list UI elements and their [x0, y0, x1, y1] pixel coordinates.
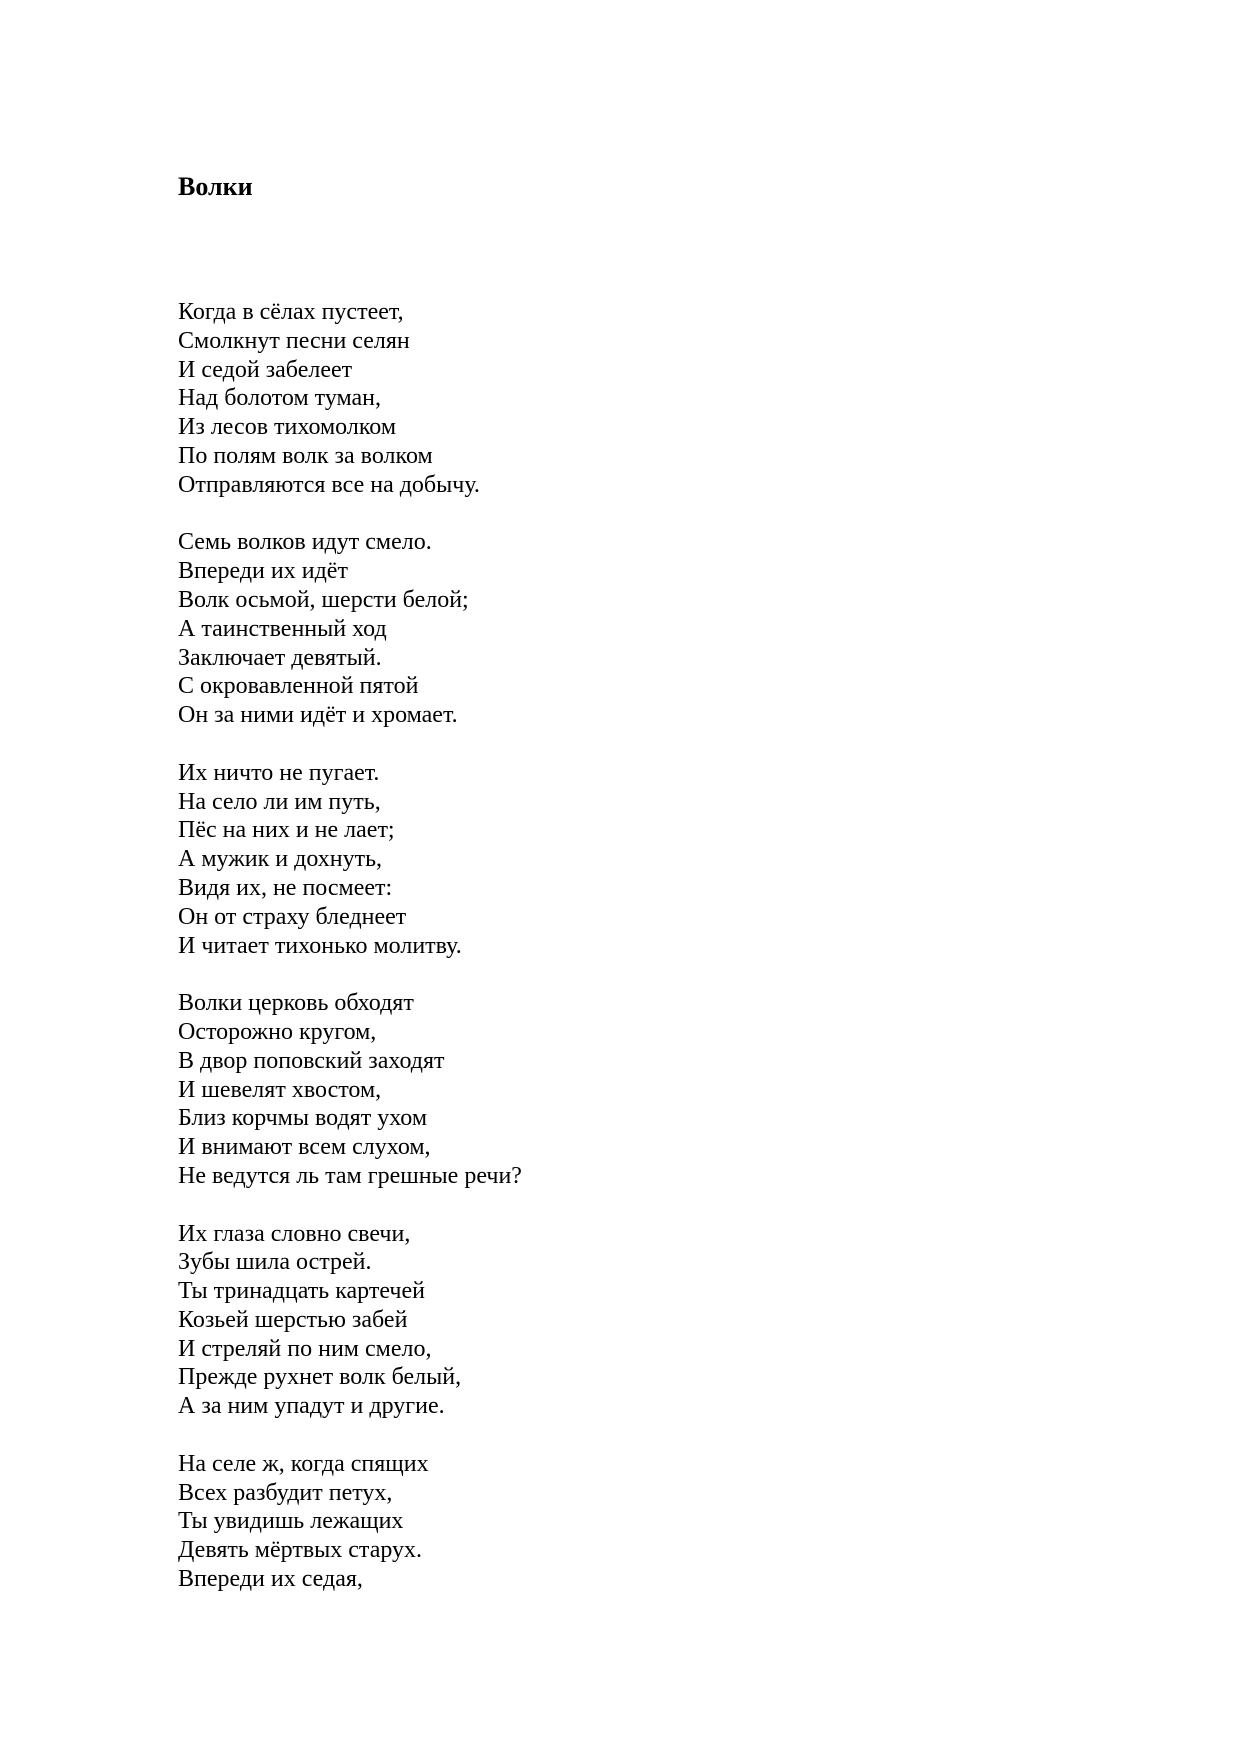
poem-line: Смолкнут песни селян [178, 327, 410, 354]
poem-line: Их глаза словно свечи, [178, 1220, 411, 1247]
poem-line: И стреляй по ним смело, [178, 1335, 432, 1362]
poem-line: Не ведутся ль там грешные речи? [178, 1162, 522, 1189]
poem-line: Пёс на них и не лает; [178, 817, 395, 844]
poem-line: Волк осьмой, шерсти белой; [178, 586, 469, 613]
poem-line: Заключает девятый. [178, 644, 382, 671]
poem-line: Близ корчмы водят ухом [178, 1105, 428, 1132]
poem-line: Над болотом туман, [178, 385, 382, 412]
poem-line: В двор поповский заходят [178, 1047, 445, 1074]
poem-line: Отправляются все на добычу. [178, 471, 480, 498]
poem-line: По полям волк за волком [178, 442, 433, 469]
poem-line: Козьей шерстью забей [178, 1306, 408, 1333]
poem-line: На селе ж, когда спящих [178, 1450, 429, 1477]
poem-line: Из лесов тихомолком [178, 414, 397, 441]
poem-line: И шевелят хвостом, [178, 1076, 382, 1103]
poem-line: Ты тринадцать картечей [178, 1278, 425, 1305]
poem-line: Осторожно кругом, [178, 1018, 377, 1045]
poem-line: Волки церковь обходят [178, 990, 414, 1017]
poem-line: Впереди их седая, [178, 1566, 363, 1593]
poem-line: А мужик и дохнуть, [178, 846, 383, 873]
poem-line: С окровавленной пятой [178, 673, 419, 700]
poem-line: А за ним упадут и другие. [178, 1393, 445, 1420]
stanza-6 [178, 1450, 1078, 1594]
poem-line: И седой забелеет [178, 356, 353, 383]
poem-line: И читает тихонько молитву. [178, 932, 462, 959]
stanza-2 [178, 528, 1078, 730]
poem-line: Он за ними идёт и хромает. [178, 702, 458, 729]
poem-line: Видя их, не посмеет: [178, 874, 393, 901]
poem-line: Девять мёртвых старух. [178, 1537, 423, 1564]
stanza-5 [178, 1220, 1078, 1422]
poem-line: Когда в сёлах пустеет, [178, 299, 404, 325]
poem-line: Их ничто не пугает. [178, 759, 380, 786]
poem-line: На село ли им путь, [178, 788, 381, 815]
poem-line: Всех разбудит петух, [178, 1479, 393, 1506]
poem-title: Волки [178, 172, 253, 201]
poem-line: Он от страху бледнеет [178, 903, 407, 930]
stanza-1 [178, 298, 1078, 500]
stanza-4 [178, 989, 1078, 1191]
poem-line: И внимают всем слухом, [178, 1134, 431, 1161]
poem-line: Впереди их идёт [178, 558, 348, 585]
poem-line: Прежде рухнет волк белый, [178, 1364, 462, 1391]
poem-line: Семь волков идут смело. [178, 529, 432, 556]
poem-line: Ты увидишь лежащих [178, 1508, 404, 1535]
stanza-3 [178, 759, 1078, 961]
poem-line: А таинственный ход [178, 615, 387, 642]
poem-line: Зубы шила острей. [178, 1249, 372, 1276]
poem-body [178, 298, 1078, 1623]
